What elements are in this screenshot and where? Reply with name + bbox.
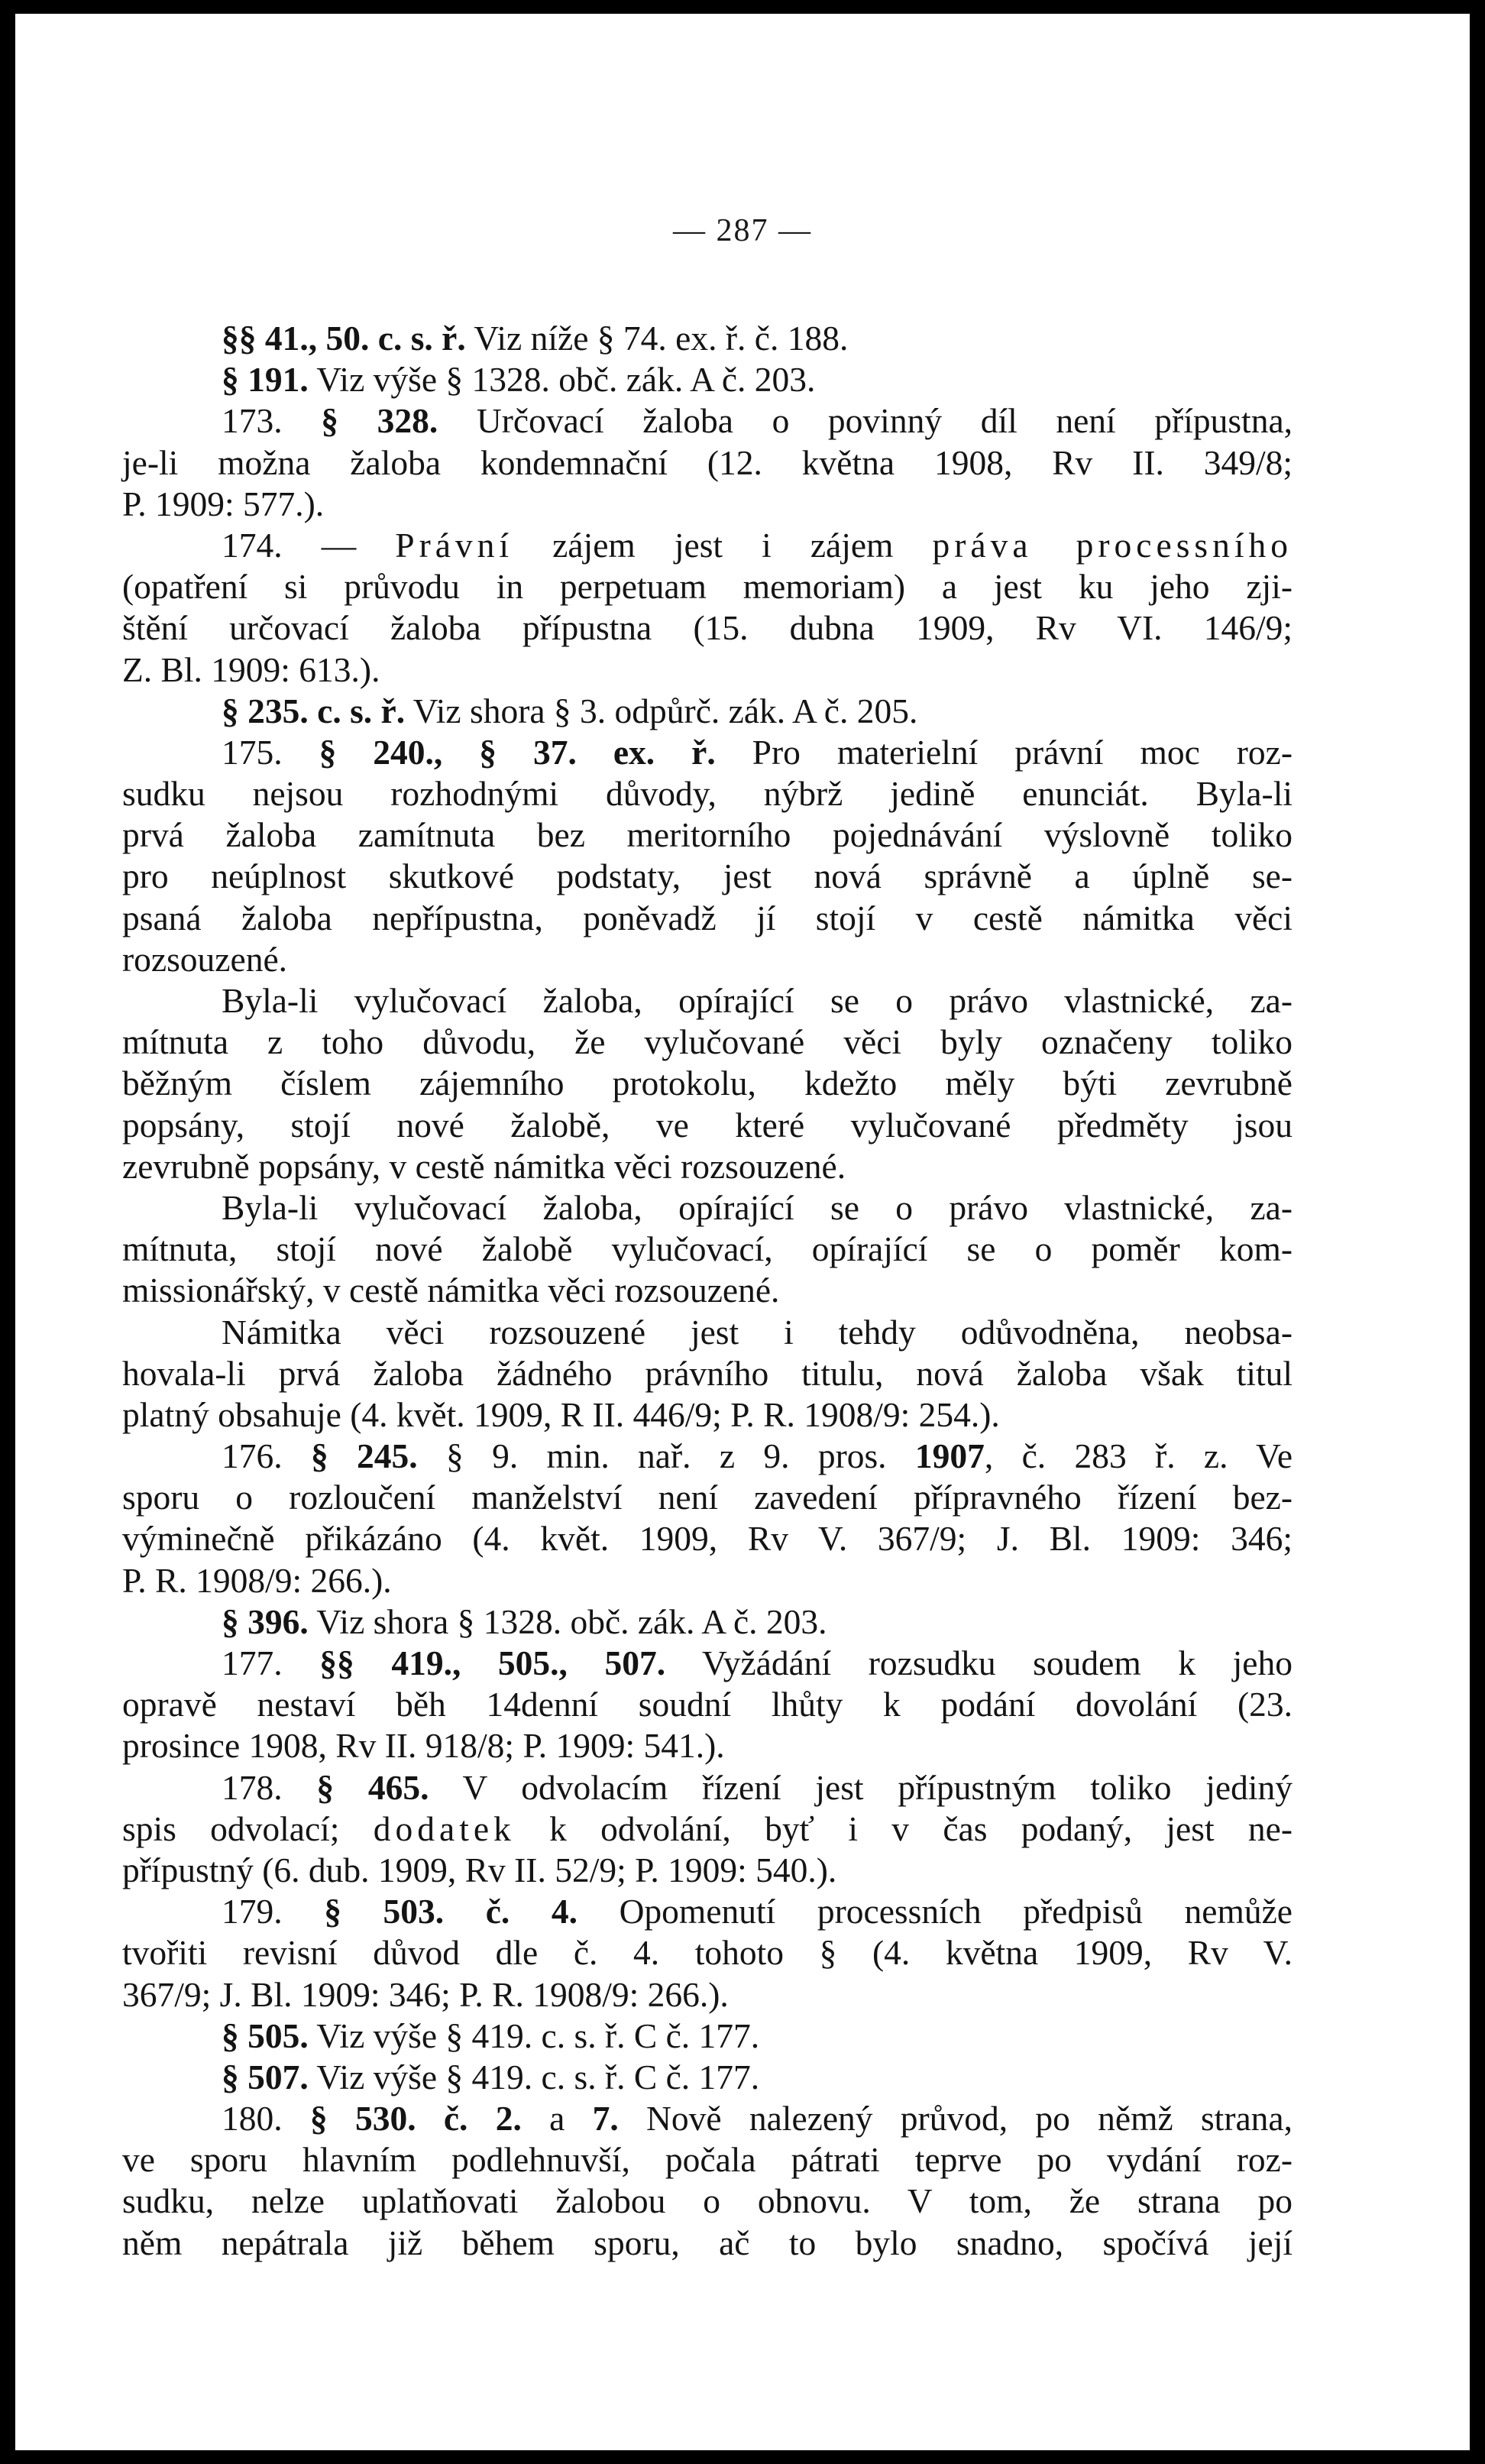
text-segment: zájem jest i zájem bbox=[513, 525, 933, 565]
text-segment: Byla-li vylučovací žaloba, opírající se o právo vlastnické, za- bbox=[222, 981, 1292, 1020]
text-line bbox=[122, 1684, 1292, 1725]
text-segment: Viz shora § 1328. obč. zák. A č. 203. bbox=[308, 1601, 827, 1641]
text-segment: Právní bbox=[395, 525, 514, 565]
text-line bbox=[122, 1643, 1292, 1684]
text-segment: Byla-li vylučovací žaloba, opírající se o právo vlastnické, za- bbox=[222, 1187, 1292, 1227]
text-segment: Opomenutí processních předpisů nemůže bbox=[578, 1892, 1292, 1931]
text-line bbox=[122, 1891, 1292, 1932]
text-segment: ve sporu hlavním podlehnuvší, počala pátrati teprve po vydání roz- bbox=[122, 2140, 1292, 2180]
text-line bbox=[122, 2181, 1292, 2222]
text-segment: P. 1909: 577.). bbox=[122, 484, 325, 523]
text-line bbox=[122, 732, 1292, 773]
text-line bbox=[122, 1187, 1292, 1229]
text-line bbox=[122, 1312, 1292, 1353]
text-line bbox=[122, 607, 1292, 649]
text-segment: spis odvolací; bbox=[122, 1808, 374, 1848]
text-line bbox=[122, 980, 1292, 1022]
text-segment: Viz výše § 1328. obč. zák. A č. 203. bbox=[308, 360, 816, 400]
text-segment: (opatření si průvodu in perpetuam memoriam) a jest ku jeho zji- bbox=[122, 567, 1292, 607]
text-segment: 174. — bbox=[222, 525, 396, 565]
text-line bbox=[122, 1229, 1292, 1270]
text-line bbox=[122, 814, 1292, 856]
section-reference: § 245. bbox=[310, 1436, 418, 1476]
text-line bbox=[122, 1518, 1292, 1559]
text-line bbox=[122, 2057, 1292, 2098]
text-segment: štění určovací žaloba přípustna (15. dubna 1909, Rv VI. 146/9; bbox=[122, 608, 1292, 648]
section-reference: § 507. bbox=[222, 2057, 309, 2097]
text-segment: sudku, nelze uplatňovati žalobou o obnovu. V tom, že strana po bbox=[122, 2181, 1292, 2221]
text-line bbox=[122, 1394, 1292, 1436]
text-line bbox=[122, 359, 1292, 400]
text-line bbox=[122, 1477, 1292, 1518]
text-segment: Námitka věci rozsouzené jest i tehdy odůvodněna, neobsa- bbox=[222, 1312, 1292, 1352]
text-segment: něm nepátrala již během sporu, ač to bylo snadno, spočívá její bbox=[122, 2223, 1292, 2262]
text-segment: výminečně přikázáno (4. květ. 1909, Rv V. 367/9; J. Bl. 1909: 346; bbox=[122, 1519, 1292, 1559]
text-segment: a bbox=[521, 2099, 593, 2139]
text-segment: § 9. min. nař. z 9. pros. bbox=[417, 1436, 915, 1476]
text-segment: P. R. 1908/9: 266.). bbox=[122, 1560, 392, 1600]
text-line bbox=[122, 1063, 1292, 1104]
text-segment: 175. bbox=[222, 732, 319, 772]
text-line bbox=[122, 318, 1292, 359]
text-line bbox=[122, 1105, 1292, 1146]
text-line bbox=[122, 898, 1292, 939]
section-reference: §§ 419., 505., 507. bbox=[319, 1643, 666, 1682]
text-segment: přípustný (6. dub. 1909, Rv II. 52/9; P. 1909: 540.). bbox=[122, 1850, 837, 1889]
text-segment: prvá žaloba zamítnuta bez meritorního pojednávání výslovně toliko bbox=[122, 815, 1292, 855]
text-segment: opravě nestaví běh 14denní soudní lhůty k podání dovolání (23. bbox=[122, 1685, 1292, 1724]
text-line bbox=[122, 2139, 1292, 2181]
section-reference: § 465. bbox=[316, 1767, 429, 1807]
text-segment: psaná žaloba nepřípustna, poněvadž jí stojí v cestě námitka věci bbox=[122, 898, 1292, 937]
text-line bbox=[122, 566, 1292, 607]
text-segment: Nově nalezený průvod, po němž strana, bbox=[618, 2099, 1292, 2139]
text-segment: Viz výše § 419. c. s. ř. C č. 177. bbox=[308, 2057, 760, 2097]
text-line bbox=[122, 1560, 1292, 1601]
text-segment: rozsouzené. bbox=[122, 939, 288, 979]
text-line bbox=[122, 2098, 1292, 2139]
text-segment: Viz níže § 74. ex. ř. č. 188. bbox=[465, 319, 849, 358]
text-segment: tvořiti revisní důvod dle č. 4. tohoto § (4. května 1909, Rv V. bbox=[122, 1933, 1292, 1973]
text-segment: Vyžádání rozsudku soudem k jeho bbox=[665, 1643, 1292, 1682]
text-segment: sudku nejsou rozhodnými důvody, nýbrž jedině enunciát. Byla-li bbox=[122, 774, 1292, 814]
text-segment: Viz výše § 419. c. s. ř. C č. 177. bbox=[308, 2016, 760, 2055]
text-line bbox=[122, 1850, 1292, 1891]
text-segment: dodatek bbox=[373, 1808, 516, 1848]
text-segment: mítnuta z toho důvodu, že vylučované věci byly označeny toliko bbox=[122, 1022, 1292, 1062]
text-segment: pro neúplnost skutkové podstaty, jest nová správně a úplně se- bbox=[122, 856, 1292, 896]
text-segment: 179. bbox=[222, 1892, 325, 1931]
text-segment: je-li možna žaloba kondemnační (12. května 1908, Rv II. 349/8; bbox=[122, 442, 1292, 482]
text-segment: sporu o rozloučení manželství není zavedení přípravného řízení bez- bbox=[122, 1478, 1292, 1517]
section-reference: § 240., § 37. ex. ř. bbox=[319, 732, 716, 772]
text-segment: 178. bbox=[222, 1767, 317, 1807]
text-segment: zevrubně popsány, v cestě námitka věci rozsouzené. bbox=[122, 1146, 846, 1186]
section-reference: § 396. bbox=[222, 1601, 309, 1641]
text-line bbox=[122, 1932, 1292, 1973]
page-body-text bbox=[122, 318, 1292, 2264]
text-line bbox=[122, 1767, 1292, 1808]
text-segment: 367/9; J. Bl. 1909: 346; P. R. 1908/9: 266.). bbox=[122, 1974, 729, 2014]
page-number: — 287 — bbox=[673, 213, 812, 248]
text-line bbox=[122, 1146, 1292, 1187]
text-line bbox=[122, 649, 1292, 691]
text-line bbox=[122, 400, 1292, 442]
text-segment: , č. 283 ř. z. Ve bbox=[984, 1436, 1293, 1476]
section-reference: §§ 41., 50. c. s. ř. bbox=[222, 319, 466, 358]
text-segment: V odvolacím řízení jest přípustným toliko jediný bbox=[429, 1767, 1293, 1807]
text-segment: Pro materielní právní moc roz- bbox=[715, 732, 1293, 772]
text-segment: hovala-li prvá žaloba žádného právního titulu, nová žaloba však titul bbox=[122, 1353, 1292, 1393]
section-reference: 1907 bbox=[914, 1436, 985, 1476]
text-segment: popsány, stojí nové žalobě, ve které vylučované předměty jsou bbox=[122, 1105, 1292, 1145]
text-segment: platný obsahuje (4. květ. 1909, R II. 446/9; P. R. 1908/9: 254.). bbox=[122, 1394, 1000, 1434]
text-line bbox=[122, 1974, 1292, 2016]
text-segment: Viz shora § 3. odpůrč. zák. A č. 205. bbox=[405, 691, 918, 730]
text-line bbox=[122, 484, 1292, 525]
text-segment: missionářský, v cestě námitka věci rozsouzené. bbox=[122, 1271, 780, 1310]
text-segment: Z. Bl. 1909: 613.). bbox=[122, 649, 380, 689]
section-reference: § 503. č. 4. bbox=[324, 1892, 578, 1931]
text-segment: k odvolání, byť i v čas podaný, jest ne- bbox=[515, 1808, 1292, 1848]
text-line bbox=[122, 939, 1292, 980]
text-segment: prosince 1908, Rv II. 918/8; P. 1909: 541.). bbox=[122, 1726, 725, 1766]
text-line bbox=[122, 525, 1292, 566]
text-segment: Určovací žaloba o povinný díl není přípustna, bbox=[438, 401, 1293, 441]
text-segment: 176. bbox=[222, 1436, 311, 1476]
text-segment: 180. bbox=[222, 2099, 310, 2139]
text-line bbox=[122, 1808, 1292, 1850]
text-line bbox=[122, 1270, 1292, 1311]
text-line bbox=[122, 1725, 1292, 1766]
section-reference: 7. bbox=[592, 2099, 619, 2139]
text-line bbox=[122, 442, 1292, 484]
text-line bbox=[122, 1436, 1292, 1477]
text-line bbox=[122, 773, 1292, 814]
text-line bbox=[122, 2016, 1292, 2057]
text-line bbox=[122, 2223, 1292, 2264]
book-page bbox=[15, 14, 1470, 2450]
text-line bbox=[122, 1601, 1292, 1643]
text-line bbox=[122, 856, 1292, 897]
text-segment: 177. bbox=[222, 1643, 320, 1682]
section-reference: § 191. bbox=[222, 360, 309, 400]
text-segment: 173. bbox=[222, 401, 322, 441]
text-line bbox=[122, 1353, 1292, 1394]
text-line bbox=[122, 691, 1292, 732]
section-reference: § 235. c. s. ř. bbox=[222, 691, 406, 730]
text-segment: práva processního bbox=[932, 525, 1292, 565]
section-reference: § 530. č. 2. bbox=[309, 2099, 522, 2139]
text-segment: mítnuta, stojí nové žalobě vylučovací, opírající se o poměr kom- bbox=[122, 1229, 1292, 1269]
text-segment: běžným číslem zájemního protokolu, kdežto měly býti zevrubně bbox=[122, 1064, 1292, 1103]
text-line bbox=[122, 1022, 1292, 1063]
section-reference: § 328. bbox=[321, 401, 438, 441]
section-reference: § 505. bbox=[222, 2016, 309, 2055]
